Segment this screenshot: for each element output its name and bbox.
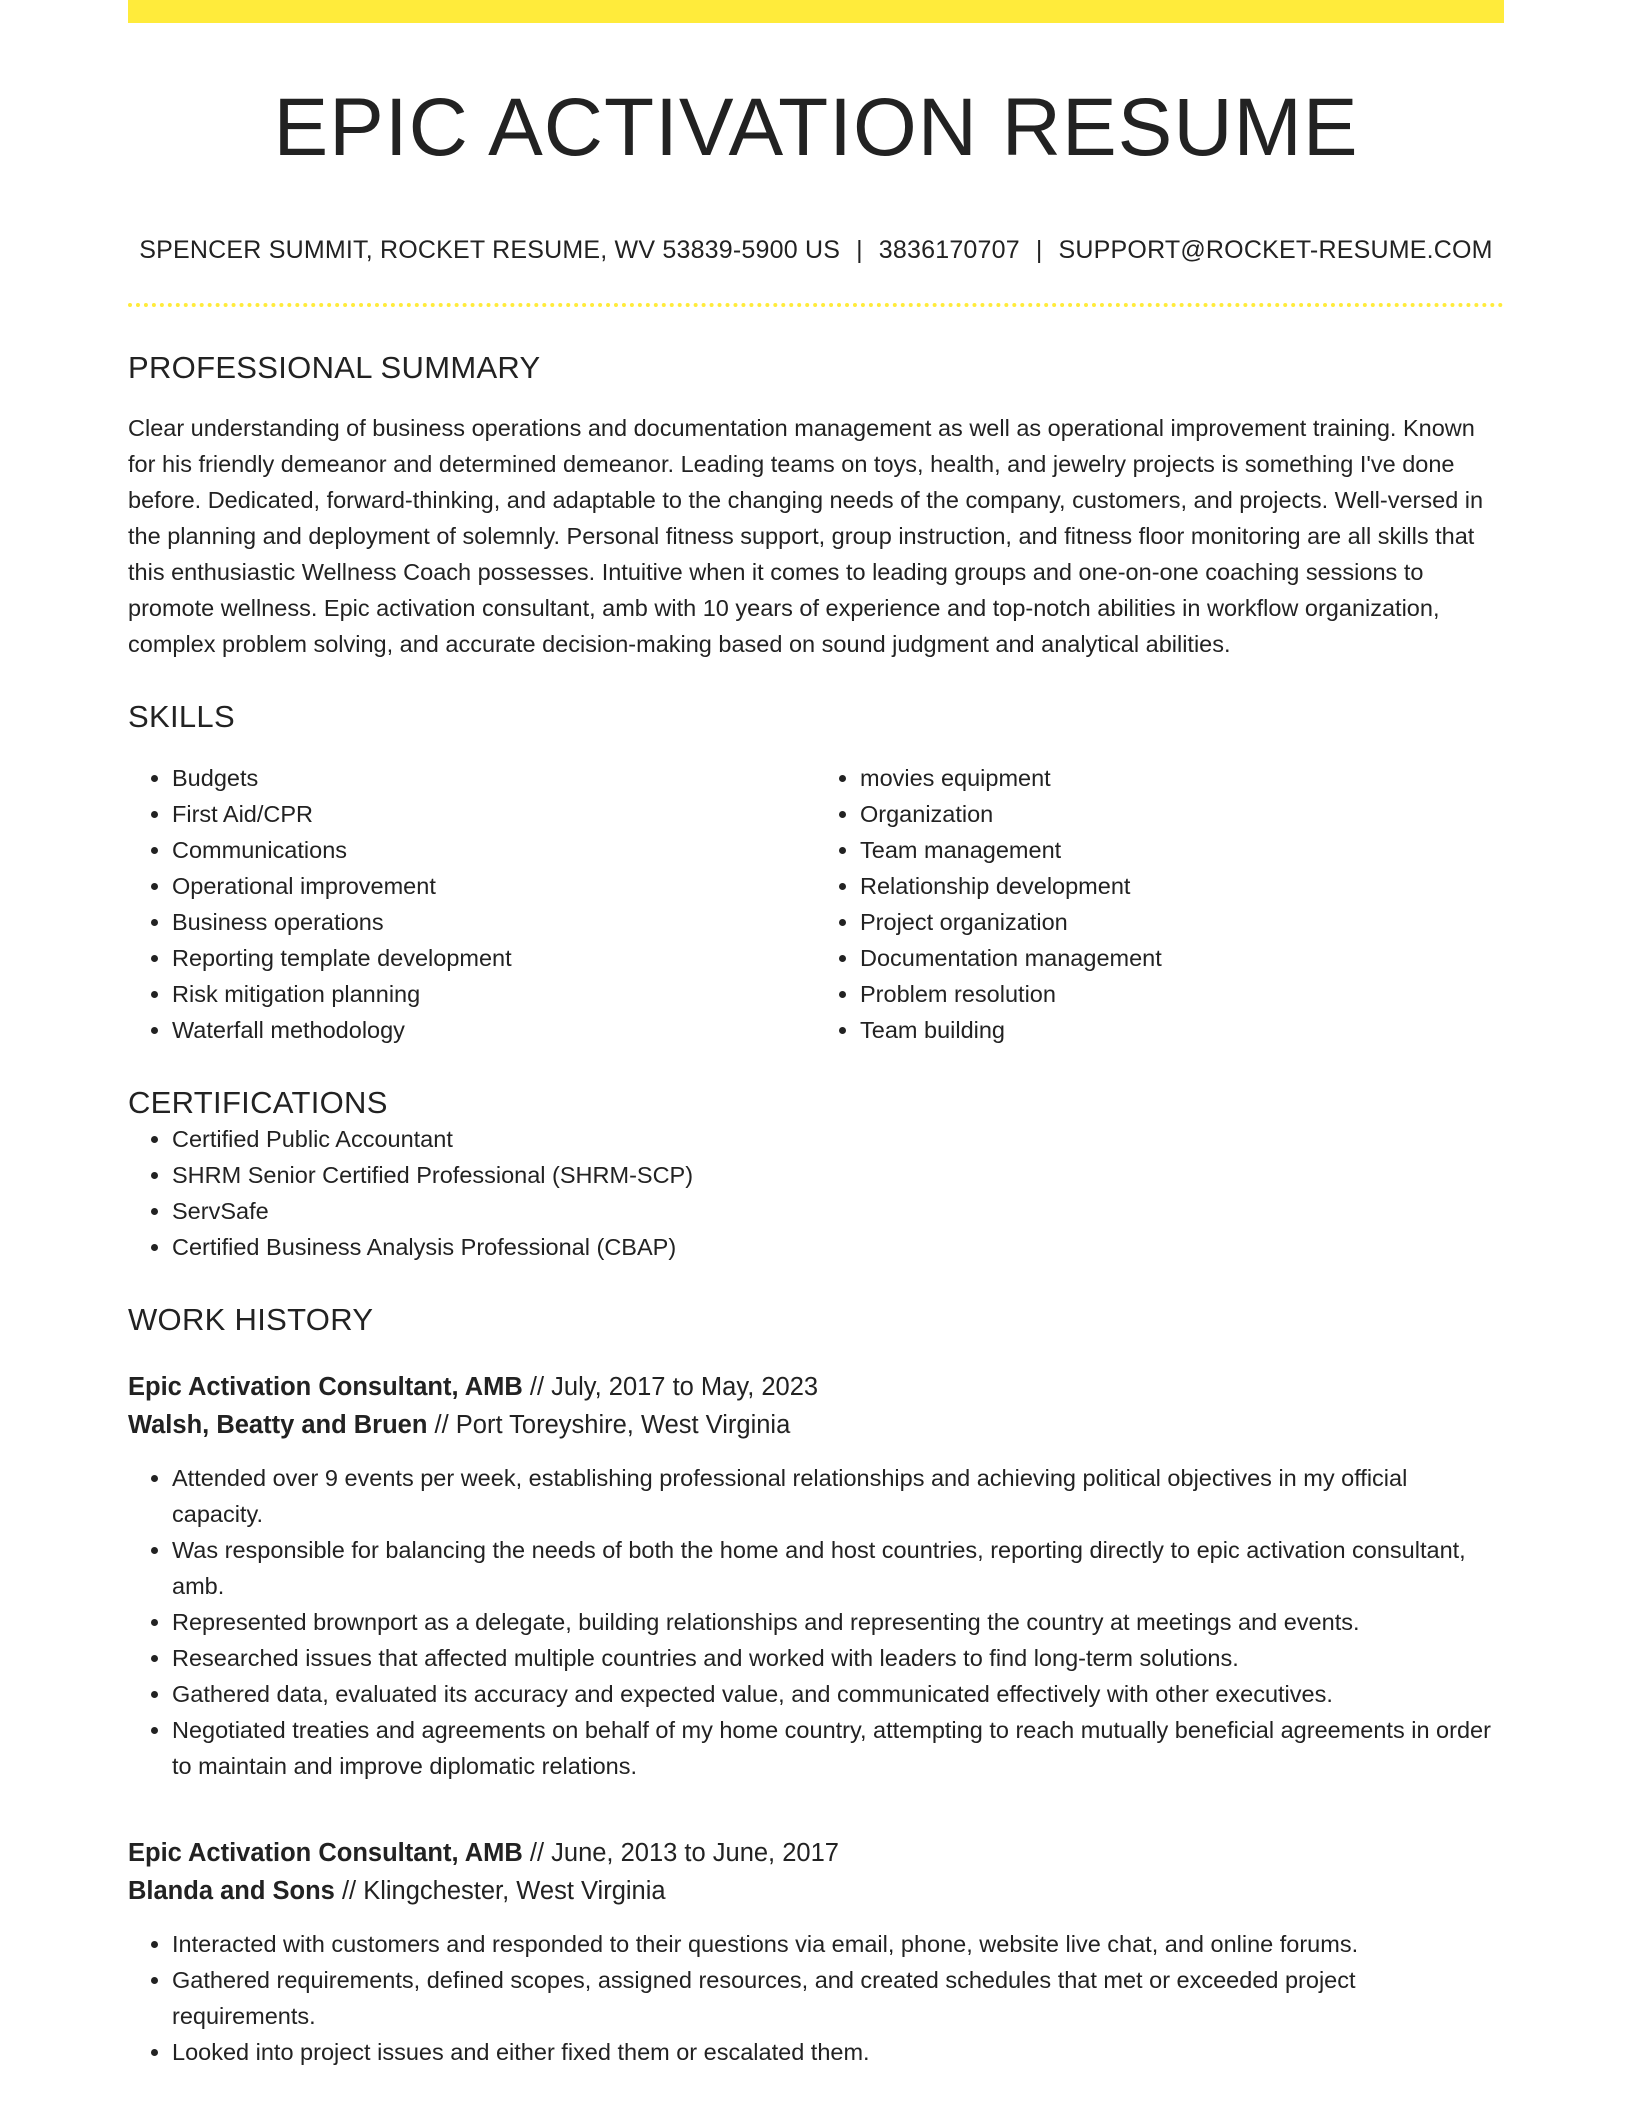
skill-item: • Documentation management [860,940,1504,976]
certification-item: • Certified Business Analysis Professional (CBAP) [172,1229,1504,1265]
summary-heading: PROFESSIONAL SUMMARY [128,350,541,386]
summary-text: Clear understanding of business operations and documentation management as well as operational improvement training. Known for his friendly demeanor and determined demeanor. Leading teams on toys, health, and jewelry projects is something I've done before. Dedicated, forward-thinking, and adaptable to the changing needs of the company, customers, and projects. Well-versed in the planning and deployment of solemnly. Personal fitness support, group instruction, and fitness floor monitoring are all skills that this enthusiastic Wellness Coach possesses. Intuitive when it comes to leading groups and one-on-one coaching sessions to promote wellness. Epic activation consultant, amb with 10 years of experience and top-notch abilities in workflow organization, complex problem solving, and accurate decision-making based on sound judgment and analytical abilities. [128,415,1484,658]
certifications-list [128,1121,1504,1265]
resume-page [128,0,1504,2070]
skill-item: • Operational improvement [172,868,816,904]
contact-separator: | [856,236,863,265]
job-location: // Klingchester, West Virginia [334,1876,666,1905]
job-title-line [128,1834,1504,1872]
job-role: Epic Activation Consultant, AMB [128,1838,523,1867]
job-bullet: • Looked into project issues and either fixed them or escalated them. [172,2034,1504,2070]
job-bullet: • Gathered data, evaluated its accuracy and expected value, and communicated effectively with other executives. [172,1676,1504,1712]
job-entry [128,1368,1504,1784]
skills-list-right [816,760,1504,1048]
job-role: Epic Activation Consultant, AMB [128,1372,523,1401]
certification-item: • ServSafe [172,1193,1504,1229]
job-bullet: • Interacted with customers and responded to their questions via email, phone, website live chat, and online forums. [172,1926,1504,1962]
job-entry [128,1834,1504,2070]
certification-item: • SHRM Senior Certified Professional (SHRM-SCP) [172,1157,1504,1193]
certification-item: • Certified Public Accountant [172,1121,1504,1157]
skill-item: • Business operations [172,904,816,940]
job-bullets [128,1460,1504,1784]
skill-item: • Waterfall methodology [172,1012,816,1048]
job-location: // Port Toreyshire, West Virginia [427,1410,791,1439]
skill-item: • Project organization [860,904,1504,940]
skill-item: • Budgets [172,760,816,796]
skills-list-left [128,760,816,1048]
phone: 3836170707 [878,236,1020,265]
work-history-heading: WORK HISTORY [128,1301,374,1337]
job-company-line [128,1872,1504,1910]
job-bullet: • Negotiated treaties and agreements on behalf of my home country, attempting to reach mutually beneficial agreements in order to maintain and improve diplomatic relations. [172,1712,1504,1784]
dotted-divider [128,303,1504,307]
skill-item: • Organization [860,796,1504,832]
job-dates: // June, 2013 to June, 2017 [522,1838,839,1867]
top-accent-bar [128,0,1504,23]
job-bullets [128,1926,1504,2070]
skill-item: • movies equipment [860,760,1504,796]
job-dates: // July, 2017 to May, 2023 [522,1372,819,1401]
contact-separator: | [1035,236,1043,265]
job-bullet: • Researched issues that affected multiple countries and worked with leaders to find long-term solutions. [172,1640,1504,1676]
skill-item: • Team building [860,1012,1504,1048]
skills-heading: SKILLS [128,699,235,735]
job-bullet: • Represented brownport as a delegate, building relationships and representing the country at meetings and events. [172,1604,1504,1640]
address: SPENCER SUMMIT, ROCKET RESUME, WV 53839-5900 US [139,236,841,265]
job-company: Blanda and Sons [128,1876,335,1905]
job-company: Walsh, Beatty and Bruen [128,1410,428,1439]
job-title-line [128,1368,1504,1406]
skill-item: • Relationship development [860,868,1504,904]
job-bullet: • Gathered requirements, defined scopes, assigned resources, and created schedules that met or exceeded project requirements. [172,1962,1504,2034]
skill-item: • Risk mitigation planning [172,976,816,1012]
resume-title: EPIC ACTIVATION RESUME [273,82,1359,173]
job-company-line [128,1406,1504,1444]
skills-columns [128,760,1504,1048]
skill-item: • Team management [860,832,1504,868]
skill-item: • First Aid/CPR [172,796,816,832]
job-bullet: • Was responsible for balancing the needs of both the home and host countries, reporting directly to epic activation consultant, amb. [172,1532,1504,1604]
contact-line [128,235,1504,265]
skill-item: • Reporting template development [172,940,816,976]
job-bullet: • Attended over 9 events per week, establishing professional relationships and achieving political objectives in my official capacity. [172,1460,1504,1532]
skill-item: • Problem resolution [860,976,1504,1012]
skill-item: • Communications [172,832,816,868]
email: SUPPORT@ROCKET-RESUME.COM [1058,236,1493,265]
certifications-heading: CERTIFICATIONS [128,1084,388,1120]
